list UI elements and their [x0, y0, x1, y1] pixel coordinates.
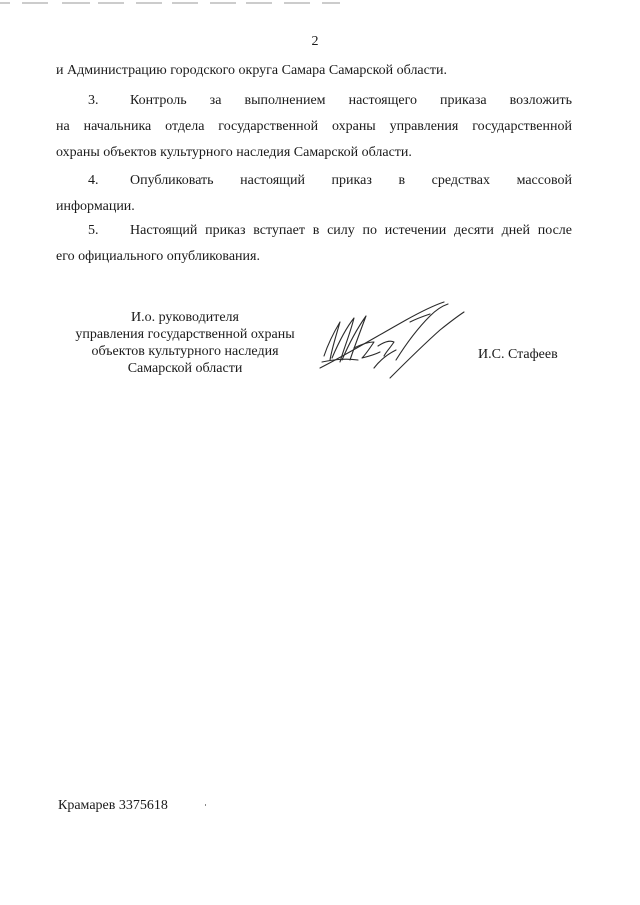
signatory-title-line-4: Самарской области — [127, 361, 243, 376]
paragraph-3-line-2: на начальника отдела государственной охраны управления государственной — [56, 119, 572, 134]
signatory-title-line-1: И.о. руководителя — [130, 310, 239, 325]
signatory-name: И.С. Стафеев — [478, 347, 558, 362]
paragraph-continuation: и Администрацию городского округа Самара Самарской области. — [56, 63, 447, 78]
signatory-title — [56, 309, 314, 377]
paragraph-4-line-1 — [56, 168, 572, 194]
paragraph-3-text-1: Контроль за выполнением настоящего приказа возложить — [130, 93, 572, 108]
paragraph-5-line-2: его официального опубликования. — [56, 249, 260, 264]
item-number-4: 4. — [88, 173, 99, 188]
executor-note: Крамарев 3375618 — [58, 798, 168, 813]
scan-edge-marks — [0, 0, 360, 8]
paragraph-5-text-1: Настоящий приказ вступает в силу по истечении десяти дней после — [130, 223, 572, 238]
scan-speck — [205, 804, 206, 806]
item-number-3: 3. — [88, 93, 99, 108]
paragraph-4-text-1: Опубликовать настоящий приказ в средствах массовой — [130, 173, 572, 188]
paragraph-4-line-2: информации. — [56, 199, 135, 214]
handwritten-signature — [314, 298, 470, 384]
paragraph-3-line-1 — [56, 88, 572, 114]
paragraph-5-line-1 — [56, 218, 572, 244]
page-number: 2 — [311, 34, 319, 49]
signatory-title-line-3: объектов культурного наследия — [91, 344, 279, 359]
signatory-title-line-2: управления государственной охраны — [75, 327, 295, 342]
paragraph-3-line-3: охраны объектов культурного наследия Самарской области. — [56, 145, 412, 160]
item-number-5: 5. — [88, 223, 99, 238]
